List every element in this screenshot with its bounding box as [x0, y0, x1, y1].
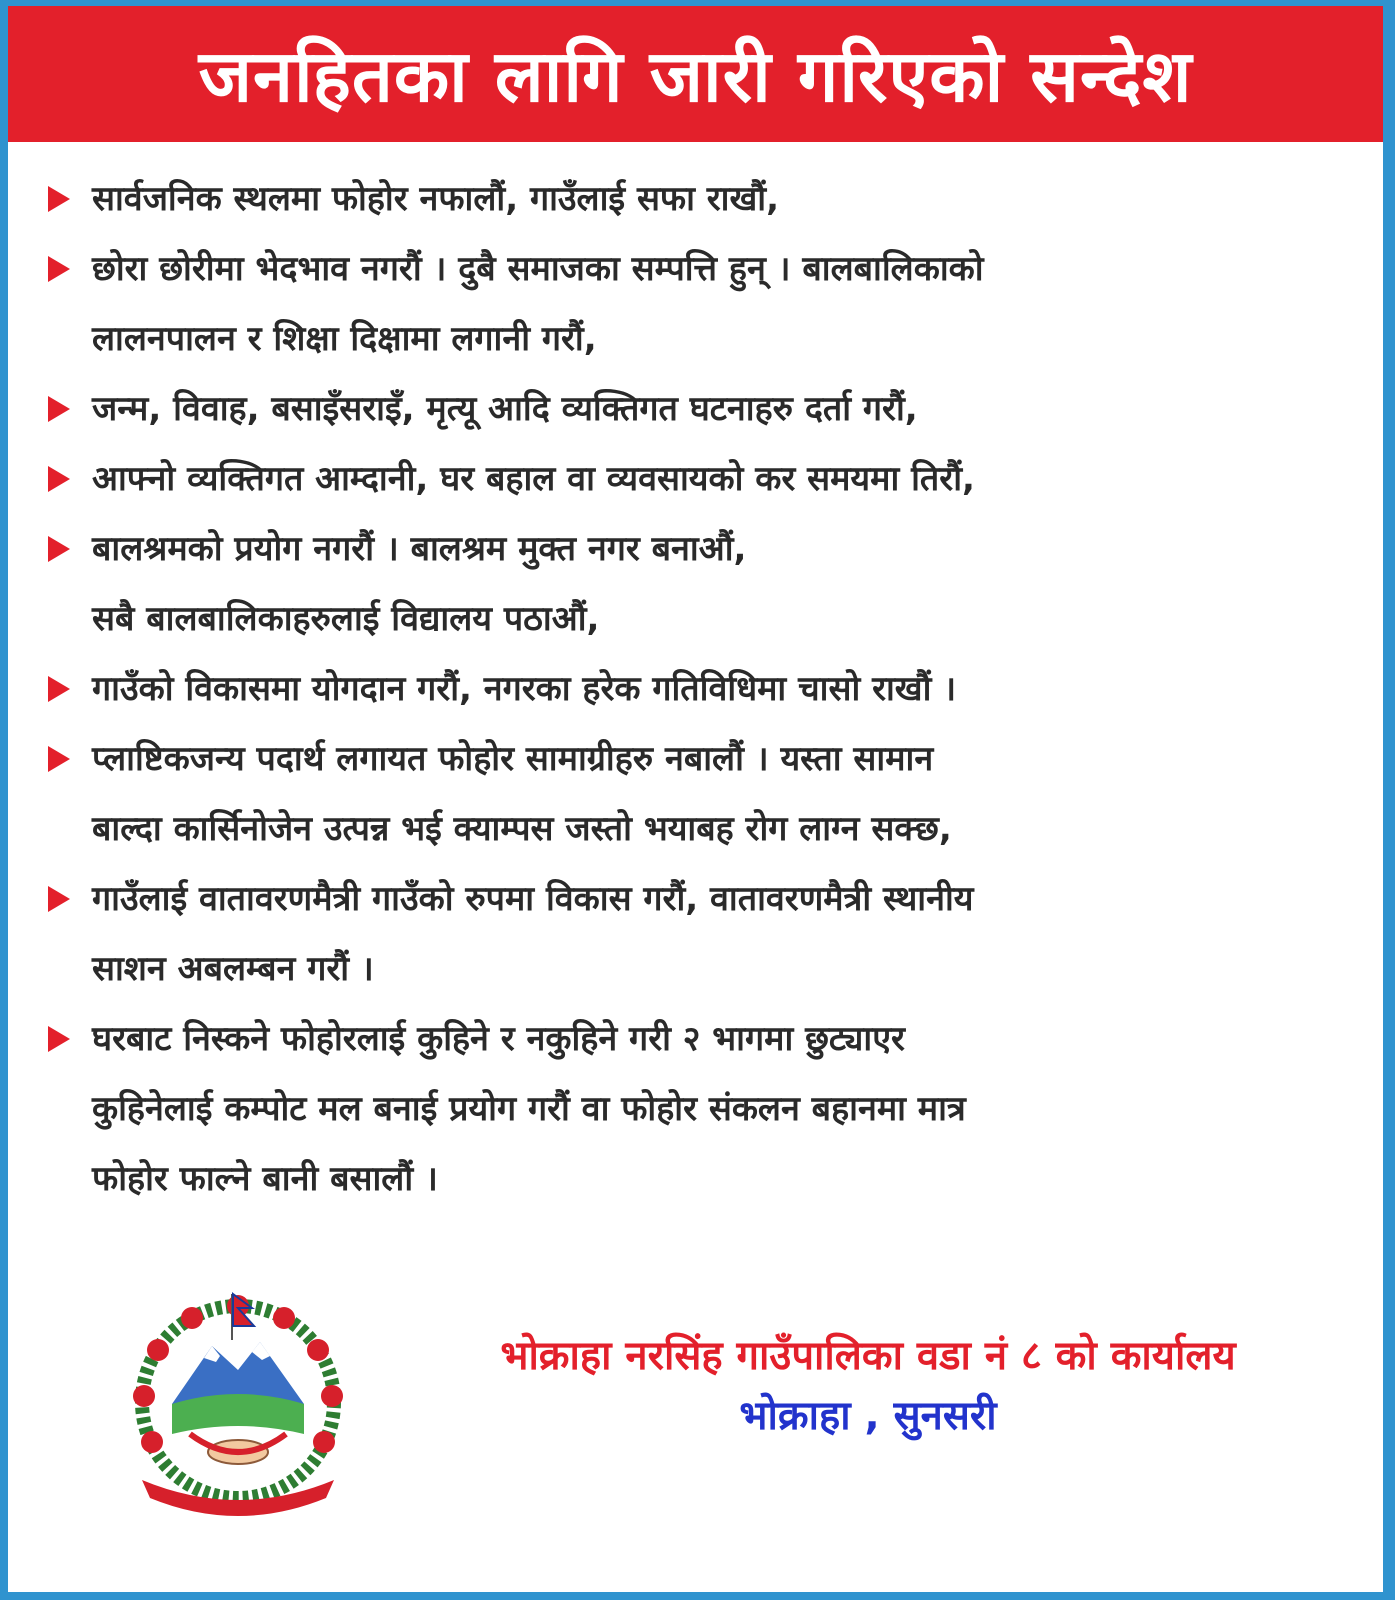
bullet-arrow-icon	[48, 186, 70, 212]
message-line: सबै बालबालिकाहरुलाई विद्यालय पठाऔं,	[92, 599, 600, 639]
bullet-arrow-icon	[48, 746, 70, 772]
handshake-icon	[190, 1434, 286, 1464]
message-line: बाल्दा कार्सिनोजेन उत्पन्न भई क्याम्पस जस्तो भयाबह रोग लाग्न सक्छ,	[92, 809, 952, 849]
message-item	[44, 234, 1374, 374]
message-line: गाउँको विकासमा योगदान गरौं, नगरका हरेक गतिविधिमा चासो राखौं ।	[92, 669, 957, 709]
bullet-arrow-icon	[48, 1026, 70, 1052]
office-name: भोक्राहा नरसिंह गाउँपालिका वडा नं ८ को कार्यालय	[500, 1333, 1236, 1379]
message-line: घरबाट निस्कने फोहोरलाई कुहिने र नकुहिने गरी २ भागमा छुट्याएर	[92, 1019, 905, 1059]
message-line: बालश्रमको प्रयोग नगरौं । बालश्रम मुक्त नगर बनाऔं,	[92, 529, 747, 569]
bullet-arrow-icon	[48, 886, 70, 912]
message-line: जन्म, विवाह, बसाइँसराइँ, मृत्यू आदि व्यक्तिगत घटनाहरु दर्ता गरौं,	[92, 389, 918, 429]
message-line: साशन अबलम्बन गरौं ।	[92, 949, 374, 989]
message-item	[44, 724, 1374, 864]
message-item	[44, 514, 1374, 654]
message-line: सार्वजनिक स्थलमा फोहोर नफालौं, गाउँलाई सफा राखौं,	[92, 179, 780, 219]
title-banner	[8, 6, 1383, 142]
message-line: गाउँलाई वातावरणमैत्री गाउँको रुपमा विकास गरौं, वातावरणमैत्री स्थानीय	[92, 879, 974, 919]
message-item	[44, 654, 1374, 724]
bullet-arrow-icon	[48, 676, 70, 702]
nepal-government-emblem-icon	[120, 1284, 356, 1520]
message-item	[44, 864, 1374, 1004]
poster-title: जनहितका लागि जारी गरिएको सन्देश	[198, 34, 1193, 118]
message-line: प्लाष्टिकजन्य पदार्थ लगायत फोहोर सामाग्रीहरु नबालौं । यस्ता सामान	[92, 739, 934, 779]
message-item	[44, 164, 1374, 234]
message-line: छोरा छोरीमा भेदभाव नगरौं । दुबै समाजका सम्पत्ति हुन् । बालबालिकाको	[92, 249, 984, 289]
bullet-arrow-icon	[48, 396, 70, 422]
office-location: भोक्राहा , सुनसरी	[739, 1393, 997, 1439]
bullet-arrow-icon	[48, 466, 70, 492]
message-line: लालनपालन र शिक्षा दिक्षामा लगानी गरौं,	[92, 319, 597, 359]
message-list	[44, 164, 1374, 1214]
message-item	[44, 1004, 1374, 1214]
bullet-arrow-icon	[48, 536, 70, 562]
poster	[8, 6, 1383, 1592]
office-block	[388, 1326, 1348, 1446]
message-item	[44, 444, 1374, 514]
mountain-icon	[172, 1342, 304, 1434]
message-item	[44, 374, 1374, 444]
bullet-arrow-icon	[48, 256, 70, 282]
message-line: कुहिनेलाई कम्पोट मल बनाई प्रयोग गरौं वा फोहोर संकलन बहानमा मात्र	[92, 1089, 966, 1129]
message-line: आफ्नो व्यक्तिगत आम्दानी, घर बहाल वा व्यवसायको कर समयमा तिरौं,	[92, 459, 975, 499]
message-line: फोहोर फाल्ने बानी बसालौं ।	[92, 1159, 438, 1199]
